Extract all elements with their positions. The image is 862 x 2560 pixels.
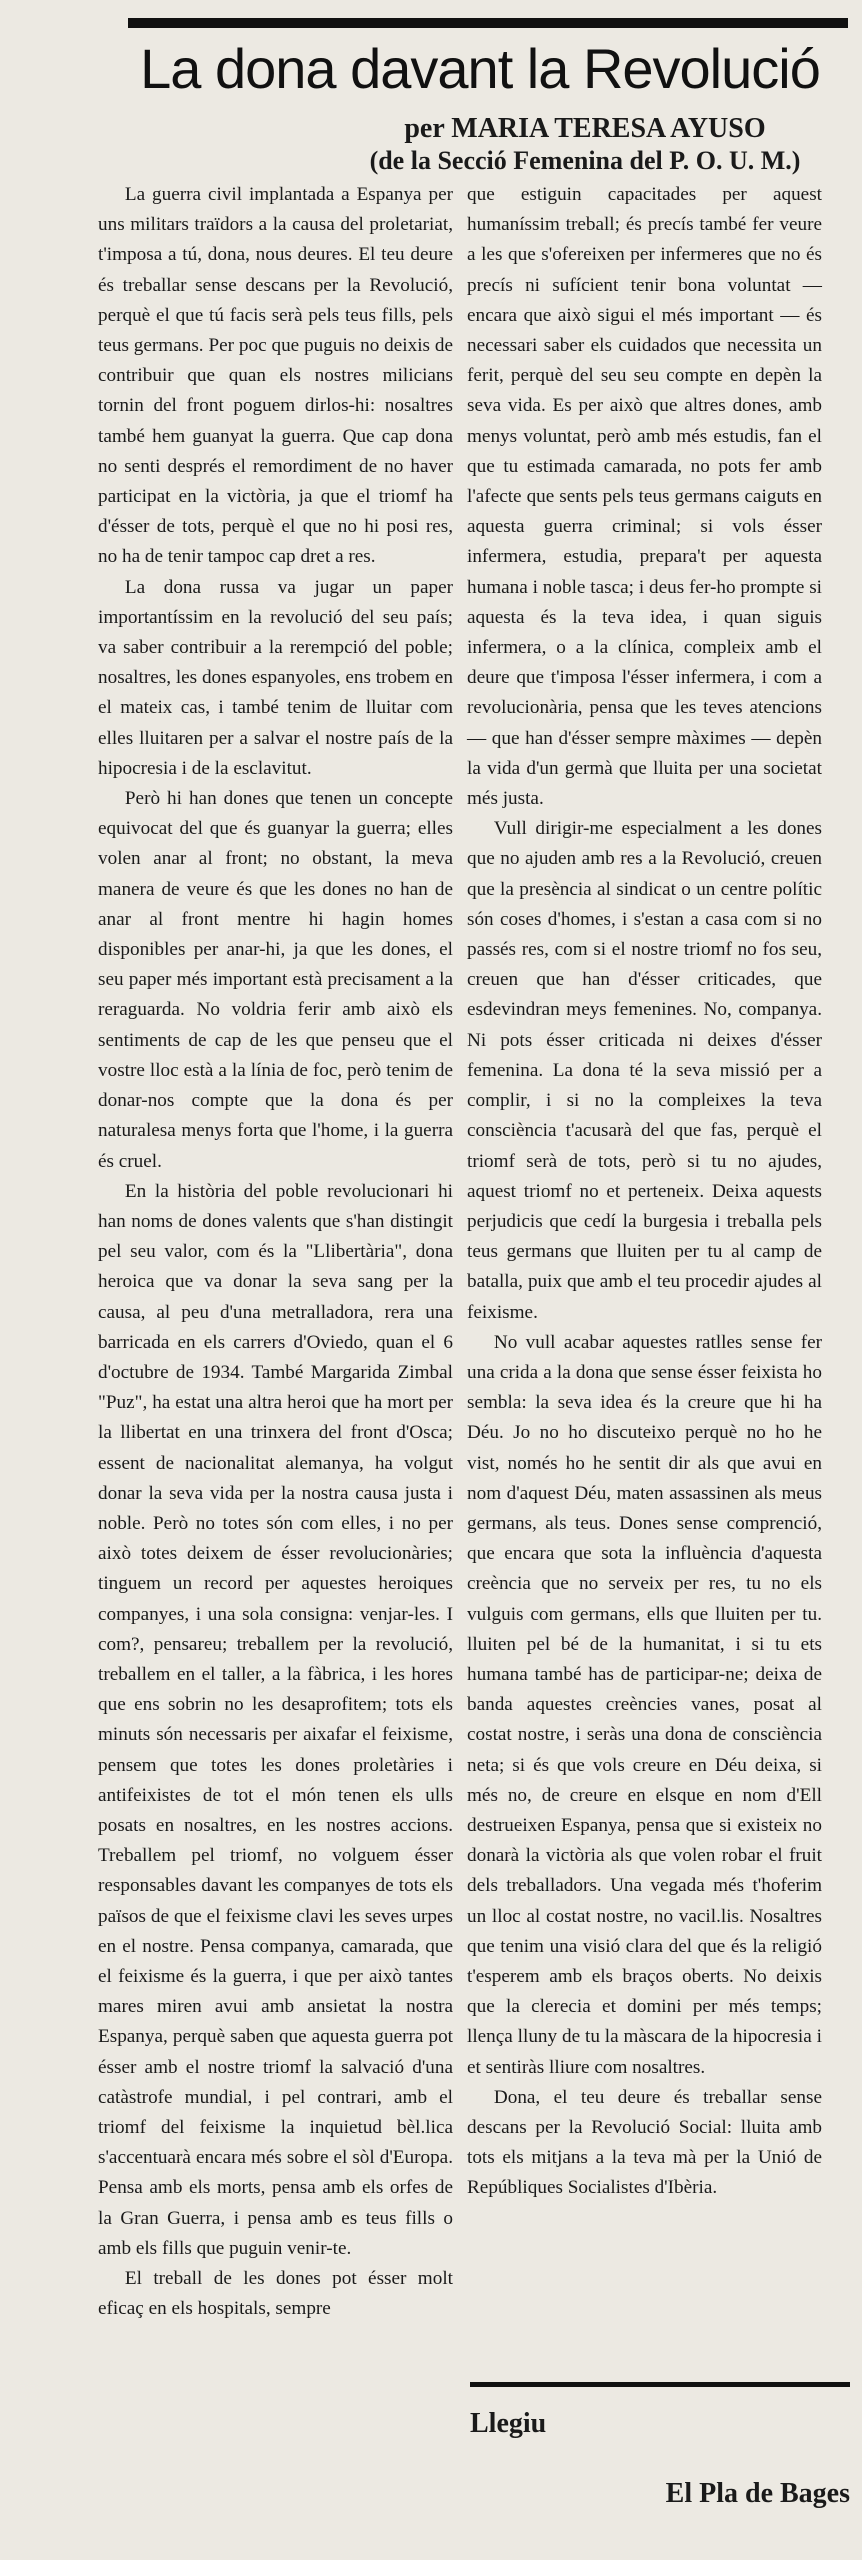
paragraph: El treball de les dones pot ésser molt eficaç en els hospitals, sempre [98, 2268, 453, 2320]
paragraph: La dona russa va jugar un paper importantíssim en la revolució del seu país; va saber contribuir a la rerempció del poble; nosaltres, les dones espanyoles, ens trobem en el mateix cas, i també tenim de lluitar com elles lluitaren per a salvar el nostre país de la hipocresia i de la esclavitut. [98, 576, 453, 779]
paragraph: Però hi han dones que tenen un concepte equivocat del que és guanyar la guerra; elles volen anar al front; no obstant, la meva manera de veure és que les dones no han de anar al front mentre hi hagin homes disponibles per anar-hi, ja que les dones, el seu paper més important està precisament a la reraguarda. No voldria ferir amb això els sentiments de cap de les que penseu que el vostre lloc està a la línia de foc, però tenim de donar-nos compte que la dona és per naturalesa menys forta que l'home, i la guerra és cruel. [98, 788, 453, 1172]
paragraph: En la història del poble revolucionari hi han noms de dones valents que s'han distingit pel seu valor, com és la "Llibertària", dona heroica que va donar la seva sang per la causa, al peu d'una metralladora, rera una barricada en els carrers d'Oviedo, quan el 6 d'octubre de 1934. També Margarida Zimbal "Puz", ha estat una altra heroi que ha mort per la llibertat en una trinxera del front d'Osca; essent de nacionalitat alemanya, ha volgut donar la seva vida per la nostra causa justa i noble. Però no totes són com elles, i no per això totes deixem de ésser revolucionàries; tinguem un record per aquestes heroiques companyes, i una sola consigna: venjar-les. I com?, pensareu; treballem per la revolució, treballem en el taller, a la fàbrica, i les hores que ens sobrin no les desaprofitem; tots els minuts són necessaris per aixafar el feixisme, pensem que totes les dones proletàries i antifeixistes de tot el món tenen els ulls posats en nosaltres, en les nostres accions. Treballem pel triomf, no volguem ésser responsables davant les companyes de tots els països de que el feixisme clavi les seves urpes en el nostre. Pensa companya, camarada, que el feixisme és la guerra, i que per això tantes mares miren avui amb ansietat la nostra Espanya, perquè saben que aquesta guerra pot ésser amb el nostre triomf la salvació d'una catàstrofe mundial, i pel contrari, amb el triomf del feixisme la inquietud bèl.lica s'accentuarà encara més sobre el sòl d'Europa. Pensa amb els morts, pensa amb els orfes de la Gran Guerra, i pensa amb es teus fills o amb els fills que puguin venir-te. [98, 1180, 453, 2259]
read-label: Llegiu [470, 2408, 547, 2439]
paragraph: Vull dirigir-me especialment a les dones que no ajuden amb res a la Revolució, creuen que la presència al sindicat o un centre polític són coses d'homes, i s'estan a casa com si no passés res, com si el nostre triomf no fos seu, creuen que han d'ésser criticades, que esdevindran meys femenines. No, companya. Ni pots ésser criticada ni deixes d'ésser femenina. La dona té la seva missió per a complir, i si no la compleixes la teva consciència t'acusarà del que fas, perquè el triomf serà de tots, però si tu no ajudes, aquest triomf no et perteneix. Deixa aquests perjudicis que cedí la burgesia i treballa pels teus germans que lluiten per tu al camp de batalla, puix que amb el teu procedir ajudes al feixisme. [467, 818, 822, 1323]
author-affiliation: (de la Secció Femenina del P. O. U. M.) [369, 146, 801, 175]
right-column [467, 180, 822, 2204]
section-divider [470, 2382, 850, 2387]
paragraph: La guerra civil implantada a Espanya per uns militars traïdors a la causa del proletariat, t'imposa a tú, dona, nous deures. El teu deure és treballar sense descans per la Revolució, perquè el que tú facis serà pels teus fills, pels teus germans. Per poc que puguis no deixis de contribuir que quan els nostres milicians tornin del front poguem dirlos-hi: nosaltres també hem guanyat la guerra. Que cap dona no senti després el remordiment de no haver participat en la victòria, ja que el triomf ha d'ésser de tots, perquè el que no hi posi res, no ha de tenir tampoc cap dret a res. [98, 184, 453, 568]
paragraph: Dona, el teu deure és treballar sense descans per la Revolució Social: lluita amb tots els mitjans a la teva mà per la Unió de Repúbliques Socialistes d'Ibèria. [467, 2086, 822, 2199]
publication-name: El Pla de Bages [665, 2478, 850, 2509]
paragraph: No vull acabar aquestes ratlles sense fer una crida a la dona que sense ésser feixista ho sembla: la seva idea és la creure que hi ha Déu. Jo no ho discuteixo perquè no ho he vist, només ho he sentit dir als que avui en nom d'aquest Déu, maten assassinen als meus germans, als teus. Dones sense comprenció, que encara que sota la influència d'aquesta creència que no serveix per res, tu no els vulguis com germans, ells que lluiten per tu. lluiten pel bé de la humanitat, i si tu ets humana també has de participar-ne; deixa de banda aquestes creències vanes, posat al costat nostre, i seràs una dona de consciència neta; si és que vols creure en Déu deixa, si més no, de creure en elsque en nom d'Ell destrueixen Espanya, pensa que si existeix no donarà la victòria als que volen robar el fruit dels treballadors. Una vegada més t'hoferim un lloc al costat nostre, no vacil.lis. Nosaltres que tenim una visió clara del que és la religió t'esperem amb els braços oberts. No deixis que la clerecia et domini per més temps; llença lluny de tu la màscara de la hipocresia i et sentiràs lliure com nosaltres. [467, 1331, 822, 2078]
author-byline: per MARIA TERESA AYUSO [404, 113, 766, 144]
paragraph: que estiguin capacitades per aquest humaníssim treball; és precís també fer veure a les que s'ofereixen per infermeres que no és precís ni sufícient tenir bona voluntat — encara que això sigui el més important — és necessari saber els cuidados que necessita un ferit, perquè del seu seu compte en depèn la seva vida. Es per això que altres dones, amb menys voluntat, però amb més estudis, fan el que tu estimada camarada, no pots fer amb l'afecte que sents pels teus germans caiguts en aquesta guerra criminal; si vols ésser infermera, estudia, prepara't per aquesta humana i noble tasca; i deus fer-ho prompte si aquesta és la teva idea, i quan siguis infermera, o a la clínica, compleix amb el deure que t'imposa l'ésser infermera, i com a revolucionària, pensa que les teves atencions — que han d'ésser sempre màximes — depèn la vida d'un germà que lluita per una societat més justa. [467, 184, 822, 810]
article-title: La dona davant la Revolució [140, 37, 820, 100]
left-column [98, 180, 453, 2324]
top-rule [128, 18, 848, 28]
